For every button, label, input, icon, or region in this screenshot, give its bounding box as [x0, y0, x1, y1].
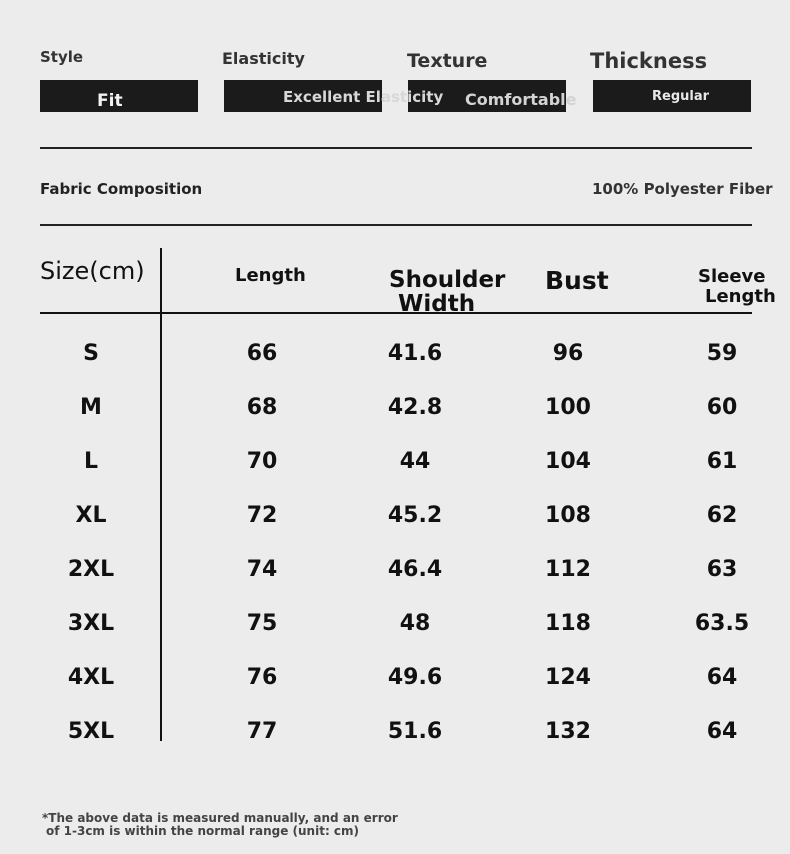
- fabric-composition-label: Fabric Composition: [40, 180, 203, 198]
- size-cell: 4XL: [67, 665, 115, 690]
- header-length: Length: [235, 265, 306, 286]
- sleeve-cell: 60: [706, 395, 738, 420]
- length-cell: 77: [246, 719, 278, 744]
- table-row: [0, 339, 790, 369]
- bust-cell: 132: [545, 719, 591, 744]
- table-row: [0, 393, 790, 423]
- style-label: Style: [40, 48, 84, 66]
- texture-label: Texture: [407, 50, 488, 72]
- table-row: [0, 609, 790, 639]
- shoulder-cell: 41.6: [387, 341, 443, 366]
- length-cell: 70: [246, 449, 278, 474]
- style-value: Fit: [97, 91, 123, 111]
- divider-top: [40, 147, 752, 149]
- shoulder-cell: 42.8: [387, 395, 443, 420]
- thickness-value: Regular: [652, 89, 710, 104]
- elasticity-value: Excellent Elasticity: [283, 88, 444, 106]
- thickness-label: Thickness: [590, 49, 708, 73]
- sleeve-cell: 62: [706, 503, 738, 528]
- bust-cell: 118: [545, 611, 591, 636]
- shoulder-cell: 51.6: [387, 719, 443, 744]
- fabric-composition-value: 100% Polyester Fiber: [592, 180, 773, 198]
- bust-cell: 124: [545, 665, 591, 690]
- length-cell: 68: [246, 395, 278, 420]
- header-bust: Bust: [545, 266, 609, 295]
- length-cell: 76: [246, 665, 278, 690]
- table-row: [0, 555, 790, 585]
- table-row: [0, 663, 790, 693]
- footnote-line2: of 1-3cm is within the normal range (unit: cm): [46, 824, 360, 838]
- bust-cell: 100: [545, 395, 591, 420]
- header-sleeve-line2: Length: [705, 286, 776, 307]
- table-row: [0, 717, 790, 747]
- table-row: [0, 447, 790, 477]
- size-cell: M: [80, 395, 102, 420]
- header-shoulder-line1: Shoulder: [389, 267, 506, 293]
- shoulder-cell: 46.4: [387, 557, 443, 582]
- length-cell: 66: [246, 341, 278, 366]
- size-cell: S: [83, 341, 99, 366]
- shoulder-cell: 44: [399, 449, 431, 474]
- size-column-title: Size(cm): [40, 257, 145, 285]
- footnote-line1: *The above data is measured manually, and an error: [42, 811, 398, 825]
- size-cell: 5XL: [67, 719, 115, 744]
- texture-value: Comfortable: [465, 90, 577, 109]
- sleeve-cell: 63: [706, 557, 738, 582]
- measurement-footnote: [42, 812, 422, 838]
- size-cell: 2XL: [67, 557, 115, 582]
- bust-cell: 112: [545, 557, 591, 582]
- header-sleeve-line1: Sleeve: [698, 266, 766, 287]
- size-cell: L: [83, 449, 99, 474]
- sleeve-cell: 64: [706, 665, 738, 690]
- table-row: [0, 501, 790, 531]
- sleeve-cell: 64: [706, 719, 738, 744]
- shoulder-cell: 48: [399, 611, 431, 636]
- sleeve-cell: 59: [706, 341, 738, 366]
- bust-cell: 96: [552, 341, 584, 366]
- length-cell: 75: [246, 611, 278, 636]
- length-cell: 74: [246, 557, 278, 582]
- length-cell: 72: [246, 503, 278, 528]
- elasticity-label: Elasticity: [222, 49, 305, 68]
- header-shoulder-line2: Width: [398, 291, 476, 317]
- sleeve-cell: 61: [706, 449, 738, 474]
- size-cell: 3XL: [67, 611, 115, 636]
- size-cell: XL: [75, 503, 107, 528]
- header-sleeve-length: [698, 267, 776, 307]
- sleeve-cell: 63.5: [694, 611, 750, 636]
- divider-bottom: [40, 224, 752, 226]
- shoulder-cell: 45.2: [387, 503, 443, 528]
- header-shoulder-width: [389, 268, 505, 316]
- bust-cell: 104: [545, 449, 591, 474]
- shoulder-cell: 49.6: [387, 665, 443, 690]
- bust-cell: 108: [545, 503, 591, 528]
